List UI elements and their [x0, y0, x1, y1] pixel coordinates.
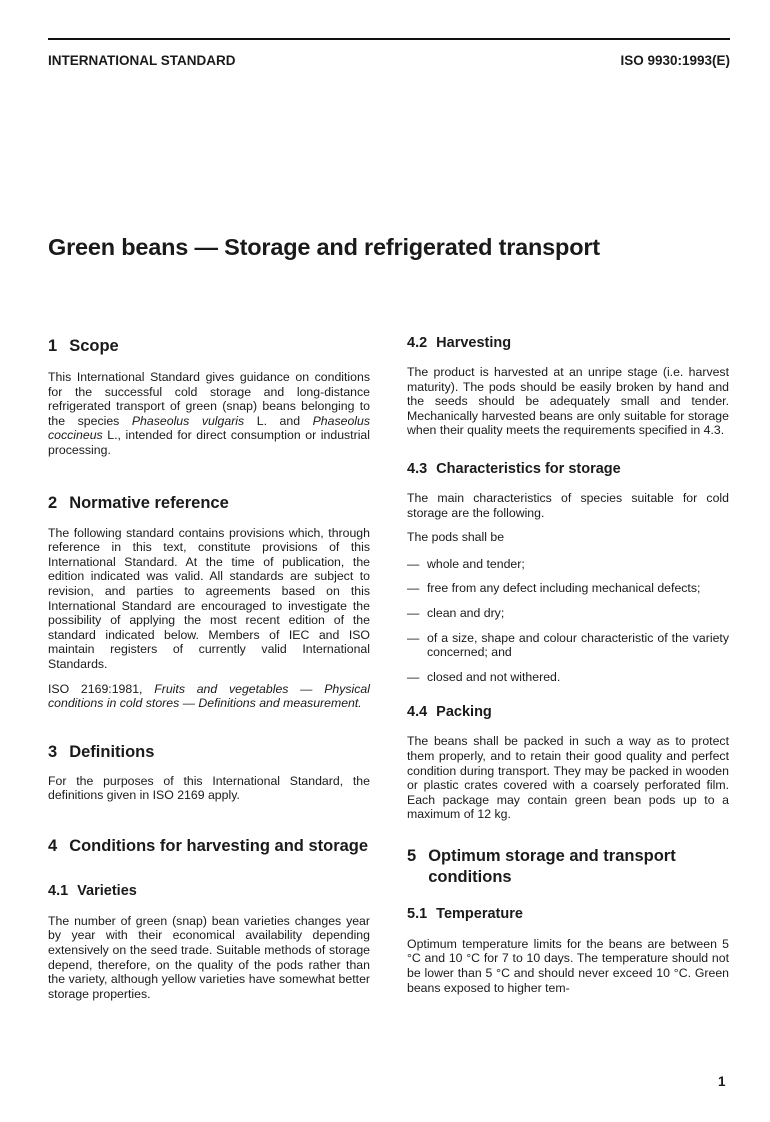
subsection-number: 4.2	[407, 335, 428, 351]
characteristics-paragraph: The main characteristics of species suitable for cold storage are the following.	[407, 490, 729, 520]
list-item-text: whole and tender;	[427, 556, 525, 571]
section-heading-conditions	[48, 836, 370, 857]
reference-title: Fruits and vegetables — Physical conditions in cold stores — Definitions and measurement.	[48, 681, 371, 711]
running-header	[48, 38, 730, 68]
text-run: L. and	[244, 413, 313, 428]
section-title: Scope	[69, 337, 119, 355]
section-heading-optimum	[407, 846, 729, 888]
section-number: 3	[48, 742, 58, 761]
dash-bullet: —	[407, 581, 420, 596]
header-document-id: ISO 9930:1993(E)	[620, 53, 730, 68]
section-number: 1	[48, 337, 58, 355]
subsection-title: Harvesting	[436, 335, 512, 351]
section-title: Conditions for harvesting and storage	[69, 836, 369, 855]
section-heading-scope	[48, 336, 370, 357]
harvesting-paragraph: The product is harvested at an unripe stage (i.e. harvest maturity). The pods should be easily broken by hand and the seeds should be adequately small and tender. Mechanically harvested beans are only suitable for storage when their quality meets the requirements specified in 4.3.	[407, 365, 729, 438]
temperature-paragraph: Optimum temperature limits for the beans are between 5 °C and 10 °C for 7 to 10 days. The temperature should not be lower than 5 °C and should never exceed 10 °C. Green beans exposed to higher tem-	[407, 936, 729, 995]
normref-paragraph: The following standard contains provisions which, through reference in this text, constitute provisions of this International Standard. At the time of publication, the edition indicated was valid. All standards are subject to revision, and parties to agreements based on this International Standard are encouraged to investigate the possibility of applying the most recent edition of the standard indicated below. Members of IEC and ISO maintain registers of currently valid International Standards.	[48, 525, 370, 671]
list-item	[407, 557, 729, 572]
subsection-number: 4.4	[407, 704, 428, 721]
list-item	[407, 581, 729, 596]
varieties-paragraph: The number of green (snap) bean varieties changes year by year with their economical availability depending extensively on the seed trade. Suitable methods of storage depend, therefore, on the quality of the pods rather than the variety, although yellow varieties have somewhat better storage properties.	[48, 913, 370, 1001]
subsection-heading-packing	[407, 703, 729, 722]
subsection-heading-characteristics	[407, 460, 729, 479]
list-item-text: closed and not withered.	[427, 669, 561, 684]
subsection-heading-temperature	[407, 905, 729, 924]
pods-intro: The pods shall be	[407, 530, 505, 545]
reference-id: ISO 2169:1981,	[48, 681, 155, 696]
dash-bullet: —	[407, 630, 420, 645]
dash-bullet: —	[407, 556, 420, 571]
page-number: 1	[718, 1074, 726, 1089]
list-item	[407, 670, 729, 685]
species-name: Phaseolus coccineus	[48, 413, 371, 443]
subsection-number: 5.1	[407, 905, 428, 922]
section-title: Optimum storage and transport conditions	[428, 846, 676, 886]
subsection-title: Temperature	[436, 905, 523, 922]
subsection-heading-harvesting	[407, 334, 729, 353]
section-heading-definitions	[48, 742, 370, 763]
section-title: Normative reference	[69, 493, 229, 512]
document-title: Green beans — Storage and refrigerated transport	[48, 234, 600, 260]
subsection-number: 4.3	[407, 460, 428, 477]
left-column	[48, 336, 370, 1001]
packing-paragraph: The beans shall be packed in such a way as to protect them properly, and to retain their good quality and perfect condition during transport. They may be packed in wooden or plastic crates covered with a coarsely perforated film. Each package may contain green bean pods up to a maximum of 12 kg.	[407, 734, 729, 822]
section-number: 2	[48, 493, 58, 512]
dash-bullet: —	[407, 605, 420, 620]
definitions-paragraph: For the purposes of this International Standard, the definitions given in ISO 2169 apply.	[48, 773, 370, 803]
subsection-title: Packing	[436, 704, 492, 721]
normref-citation	[48, 682, 370, 711]
right-column	[407, 334, 729, 995]
scope-paragraph	[48, 370, 370, 458]
list-item-text: free from any defect including mechanical defects;	[427, 581, 701, 596]
species-name: Phaseolus vulgaris	[131, 413, 245, 428]
list-item	[407, 631, 729, 660]
header-standard-label: INTERNATIONAL STANDARD	[48, 53, 236, 68]
list-item	[407, 606, 729, 621]
subsection-heading-varieties	[48, 882, 370, 901]
section-heading-normative-reference	[48, 493, 370, 514]
dash-bullet: —	[407, 669, 420, 684]
section-number: 5	[407, 846, 417, 865]
text-run: This International Standard gives guidance on conditions for the successful cold storage and long-distance refrigerated transport of green (snap) beans belonging to the species	[48, 370, 370, 428]
list-item-text: clean and dry;	[427, 605, 505, 620]
subsection-number: 4.1	[48, 882, 69, 899]
list-item-text: of a size, shape and colour characteristic of the variety concerned; and	[427, 630, 729, 660]
section-title: Definitions	[69, 742, 155, 761]
section-number: 4	[48, 836, 58, 855]
subsection-title: Varieties	[77, 882, 137, 899]
subsection-title: Characteristics for storage	[436, 460, 621, 477]
text-run: L., intended for direct consumption or industrial processing.	[48, 428, 370, 457]
